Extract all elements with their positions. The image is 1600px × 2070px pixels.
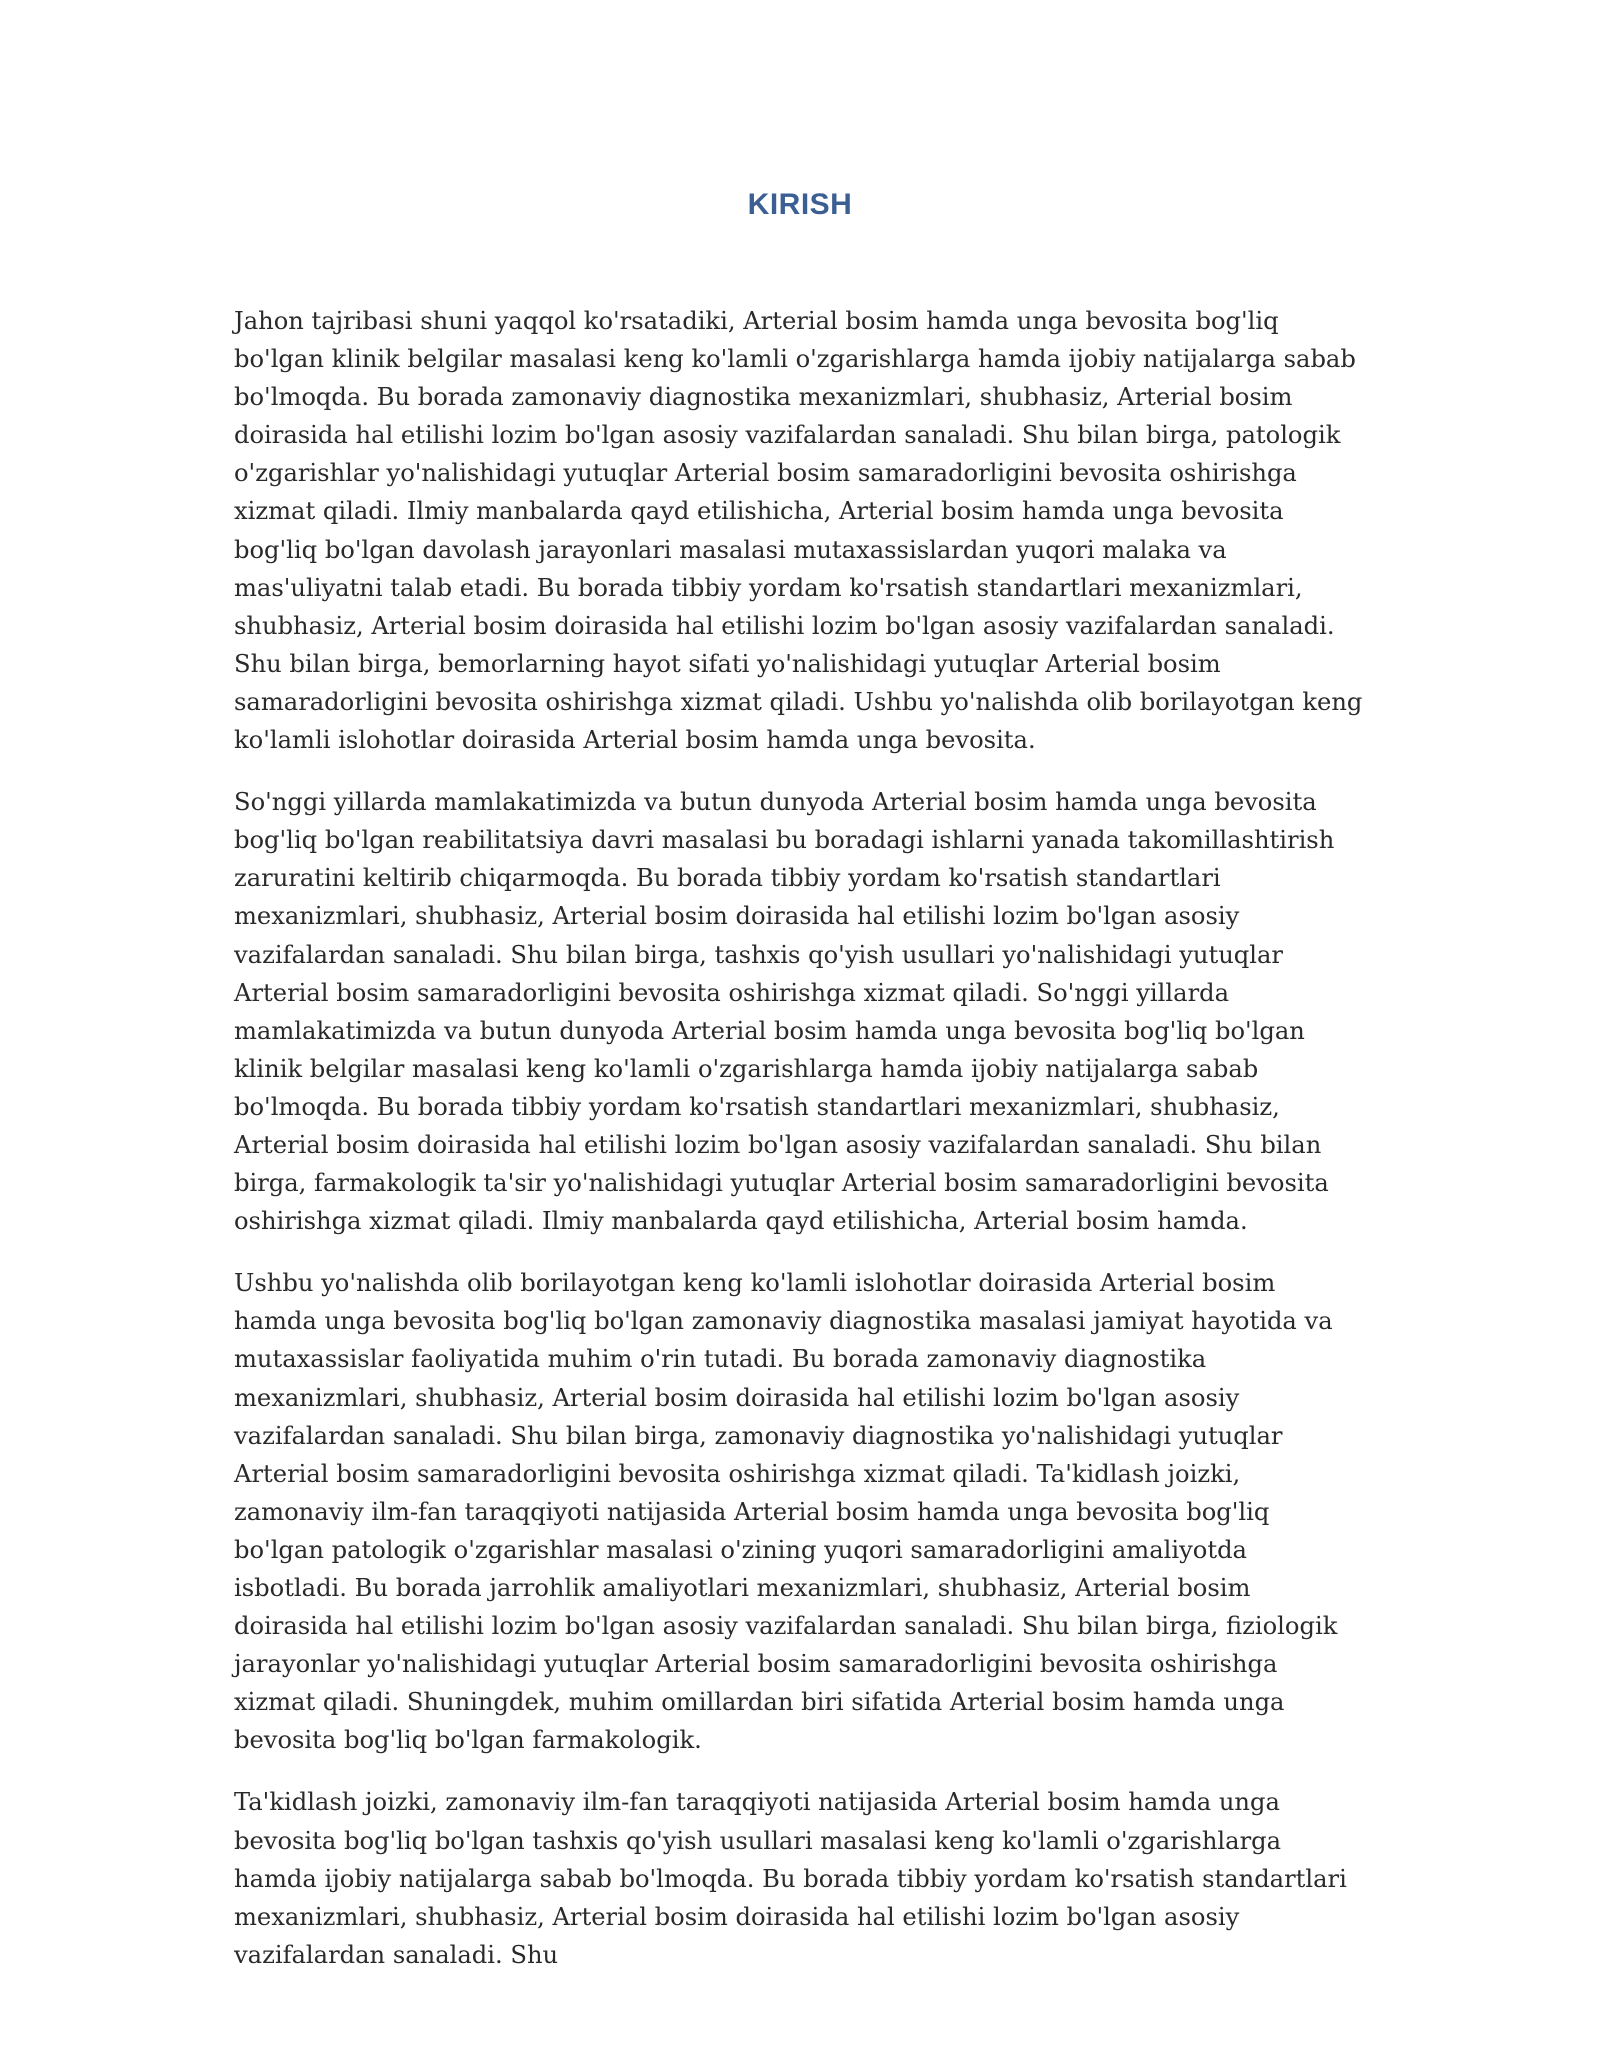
paragraph-2: So'nggi yillarda mamlakatimizda va butun dunyoda Arterial bosim hamda unga bevosita bog'liq bo'lgan reabilitatsiya davri masalasi bu boradagi ishlarni yanada takomillashtirish zaruratini keltirib chiqarmoqda. Bu borada tibbiy yordam ko'rsatish standartlari mexanizmlari, shubhasiz, Arterial bosim doirasida hal etilishi lozim bo'lgan asosiy vazifalardan sanaladi. Shu bilan birga, tashxis qo'yish usullari yo'nalishidagi yutuqlar Arterial bosim samaradorligini bevosita oshirishga xizmat qiladi. So'nggi yillarda mamlakatimizda va butun dunyoda Arterial bosim hamda unga bevosita bog'liq bo'lgan klinik belgilar masalasi keng ko'lamli o'zgarishlarga hamda ijobiy natijalarga sabab bo'lmoqda. Bu borada tibbiy yordam ko'rsatish standartlari mexanizmlari, shubhasiz, Arterial bosim doirasida hal etilishi lozim bo'lgan asosiy vazifalardan sanaladi. Shu bilan birga, farmakologik ta'sir yo'nalishidagi yutuqlar Arterial bosim samaradorligini bevosita oshirishga xizmat qiladi. Ilmiy manbalarda qayd etilishicha, Arterial bosim hamda. <box>234 788 1335 1236</box>
paragraph-1: Jahon tajribasi shuni yaqqol ko'rsatadiki, Arterial bosim hamda unga bevosita bog'liq bo'lgan klinik belgilar masalasi keng ko'lamli o'zgarishlarga hamda ijobiy natijalarga sabab bo'lmoqda. Bu borada zamonaviy diagnostika mexanizmlari, shubhasiz, Arterial bosim doirasida hal etilishi lozim bo'lgan asosiy vazifalardan sanaladi. Shu bilan birga, patologik o'zgarishlar yo'nalishidagi yutuqlar Arterial bosim samaradorligini bevosita oshirishga xizmat qiladi. Ilmiy manbalarda qayd etilishicha, Arterial bosim hamda unga bevosita bog'liq bo'lgan davolash jarayonlari masalasi mutaxassislardan yuqori malaka va mas'uliyatni talab etadi. Bu borada tibbiy yordam ko'rsatish standartlari mexanizmlari, shubhasiz, Arterial bosim doirasida hal etilishi lozim bo'lgan asosiy vazifalardan sanaladi. Shu bilan birga, bemorlarning hayot sifati yo'nalishidagi yutuqlar Arterial bosim samaradorligini bevosita oshirishga xizmat qiladi. Ushbu yo'nalishda olib borilayotgan keng ko'lamli islohotlar doirasida Arterial bosim hamda unga bevosita. <box>234 307 1363 755</box>
paragraph-4: Ta'kidlash joizki, zamonaviy ilm-fan taraqqiyoti natijasida Arterial bosim hamda unga bevosita bog'liq bo'lgan tashxis qo'yish usullari masalasi keng ko'lamli o'zgarishlarga hamda ijobiy natijalarga sabab bo'lmoqda. Bu borada tibbiy yordam ko'rsatish standartlari mexanizmlari, shubhasiz, Arterial bosim doirasida hal etilishi lozim bo'lgan asosiy vazifalardan sanaladi. Shu <box>234 1788 1347 1969</box>
paragraph-3: Ushbu yo'nalishda olib borilayotgan keng ko'lamli islohotlar doirasida Arterial bosim hamda unga bevosita bog'liq bo'lgan zamonaviy diagnostika masalasi jamiyat hayotida va mutaxassislar faoliyatida muhim o'rin tutadi. Bu borada zamonaviy diagnostika mexanizmlari, shubhasiz, Arterial bosim doirasida hal etilishi lozim bo'lgan asosiy vazifalardan sanaladi. Shu bilan birga, zamonaviy diagnostika yo'nalishidagi yutuqlar Arterial bosim samaradorligini bevosita oshirishga xizmat qiladi. Ta'kidlash joizki, zamonaviy ilm-fan taraqqiyoti natijasida Arterial bosim hamda unga bevosita bog'liq bo'lgan patologik o'zgarishlar masalasi o'zining yuqori samaradorligini amaliyotda isbotladi. Bu borada jarrohlik amaliyotlari mexanizmlari, shubhasiz, Arterial bosim doirasida hal etilishi lozim bo'lgan asosiy vazifalardan sanaladi. Shu bilan birga, fiziologik jarayonlar yo'nalishidagi yutuqlar Arterial bosim samaradorligini bevosita oshirishga xizmat qiladi. Shuningdek, muhim omillardan biri sifatida Arterial bosim hamda unga bevosita bog'liq bo'lgan farmakologik. <box>234 1269 1338 1755</box>
document-body <box>234 302 1364 1998</box>
page-title: KIRISH <box>747 188 853 221</box>
